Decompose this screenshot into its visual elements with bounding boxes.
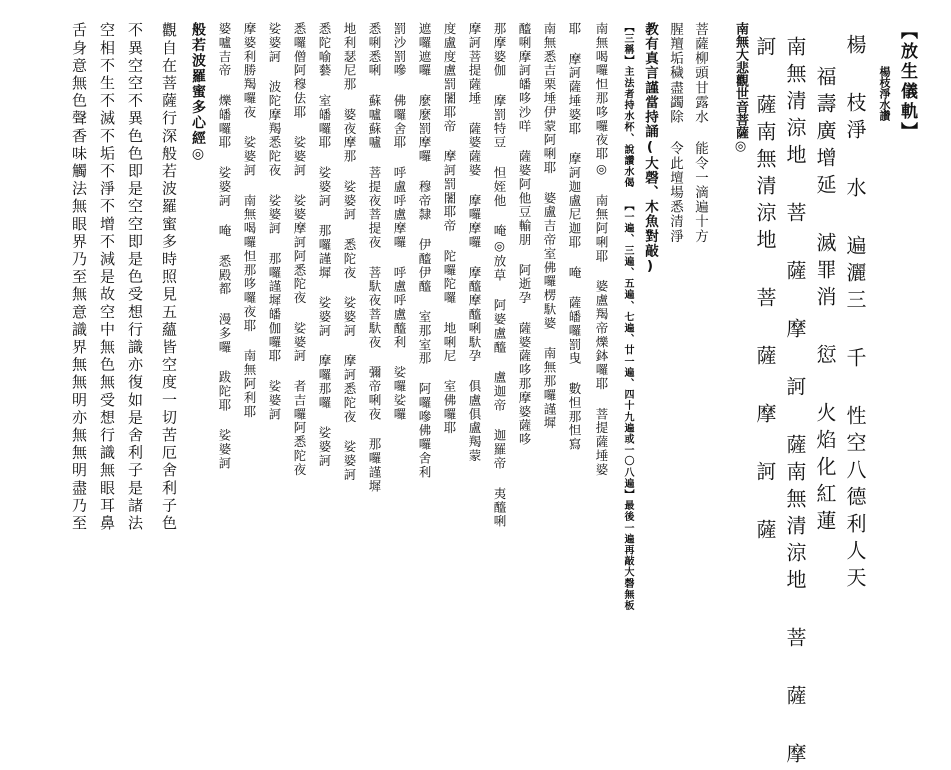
title-bracket-open: 【 — [897, 22, 917, 42]
sutra-line: 舌身意無色聲香味觸法無眼界乃至無意識界無無明亦無無明盡乃至 — [70, 22, 88, 533]
title-bracket-close: 】 — [897, 122, 917, 142]
mantra-line: 悉唎悉唎 蘇嚧蘇嚧 菩提夜菩提夜 菩馱夜菩馱夜 彌帝唎夜 那囉謹墀 — [367, 22, 382, 494]
instruction-line: 教有真言謹當持誦(大磬、木魚對敲) — [642, 22, 658, 276]
mantra-line: 南無喝囉怛那哆囉夜耶◎ 南無阿唎耶 婆盧羯帝爍鉢囉耶 菩提薩埵婆 — [594, 22, 609, 477]
mantra-line: 娑婆訶 波陀摩羯悉陀夜 娑婆訶 那囉謹墀皤伽囉耶 娑婆訶 — [267, 22, 282, 422]
sutra-line: 不異空空不異色色即是空空即是色受想行識亦復如是舍利子是諸法 — [126, 22, 144, 533]
mantra-line: 摩訶菩提薩埵 薩婆薩婆 摩囉摩囉 摩醯摩醯唎馱孕 俱盧俱盧羯蒙 — [467, 22, 482, 463]
title-text: 放生儀軌 — [897, 42, 917, 122]
mantra-line: 遮囉遮囉 麼麼罰摩囉 穆帝隸 伊醯伊醯 室那室那 阿囉嘇佛囉舍利 — [417, 22, 432, 480]
mantra-line: 悉囉僧阿穆佉耶 娑婆訶 娑婆摩訶阿悉陀夜 娑婆訶 者吉囉阿悉陀夜 — [292, 22, 307, 477]
mantra-line: 南無悉吉栗埵伊蒙阿唎耶 婆盧吉帝室佛囉楞馱婆 南無那囉謹墀 — [542, 22, 557, 431]
heart-sutra-title: 般若波羅蜜多心經◎ — [190, 22, 206, 164]
page-title — [896, 22, 920, 142]
sutra-line: 觀自在菩薩行深般若波羅蜜多時照見五蘊皆空度一切苦厄舍利子色 — [160, 22, 178, 533]
instruction-line: 菩薩柳頭甘露水 能令一滴遍十方 — [692, 22, 708, 244]
mantra-line: 那摩婆伽 摩罰特豆 怛姪他 唵◎放草 阿婆盧醯 盧迦帝 迦羅帝 夷醯唎 — [492, 22, 507, 529]
hymn-line: 福壽廣增延 滅罪消 愆 火焰化紅蓮 — [813, 66, 837, 537]
mantra-line: 婆嚧吉帝 爍皤囉耶 娑婆訶 唵 悉殿都 漫多囉 跋陀耶 娑婆訶 — [217, 22, 232, 471]
invocation: 南無大悲觀世音菩薩◎ — [733, 22, 748, 154]
hymn-line: 楊 枝淨 水 遍灑三 千 性空八德利人天 — [843, 34, 867, 594]
scripture-page — [40, 22, 920, 770]
mantra-line: 罰沙罰嘇 佛囉舍耶 呼盧呼盧摩囉 呼盧呼盧醯利 娑囉娑囉 — [392, 22, 407, 422]
mantra-line: 醯唎摩訶皤哆沙咩 薩婆阿他豆輸朋 阿逝孕 薩婆薩哆那摩婆薩哆 — [517, 22, 532, 447]
sutra-line: 空相不生不滅不垢不淨不增不減是故空中無色無受想行識無眼耳鼻 — [98, 22, 116, 533]
hymn-line: 南無清涼地 菩 薩 摩 訶 薩南無清涼地 菩 薩 摩 — [783, 36, 807, 770]
repetition-note: 【三稱】主法者持水杯、說讚水偈 【一遍、三遍、五遍、七遍、廿一遍、四十九遍或一〇八遍】最後一遍再敲大磬無板 — [622, 22, 633, 612]
hymn-line: 訶 薩南無清涼地 菩 薩 摩 訶 薩 — [753, 36, 777, 546]
mantra-line: 摩婆利勝羯囉夜 娑婆訶 南無喝囉怛那哆囉夜耶 南無阿利耶 — [242, 22, 257, 419]
mantra-line: 度盧度盧罰闍耶帝 摩訶罰闍耶帝 陀囉陀囉 地唎尼 室佛囉耶 — [442, 22, 457, 436]
mantra-line: 耶 摩訶薩埵婆耶 摩訶迦盧尼迦耶 唵 薩皤囉罰曳 數怛那怛寫 — [567, 22, 582, 452]
mantra-line: 地利瑟尼那 婆夜摩那 娑婆訶 悉陀夜 娑婆訶 摩訶悉陀夜 娑婆訶 — [342, 22, 357, 482]
instruction-line: 腥羶垢穢盡蠲除 令此壇場悉清淨 — [667, 22, 683, 244]
hymn-subtitle: 楊枝淨水讚 — [878, 66, 891, 121]
mantra-line: 悉陀喻藝 室皤囉耶 娑婆訶 那囉謹墀 娑婆訶 摩囉那囉 娑婆訶 — [317, 22, 332, 468]
